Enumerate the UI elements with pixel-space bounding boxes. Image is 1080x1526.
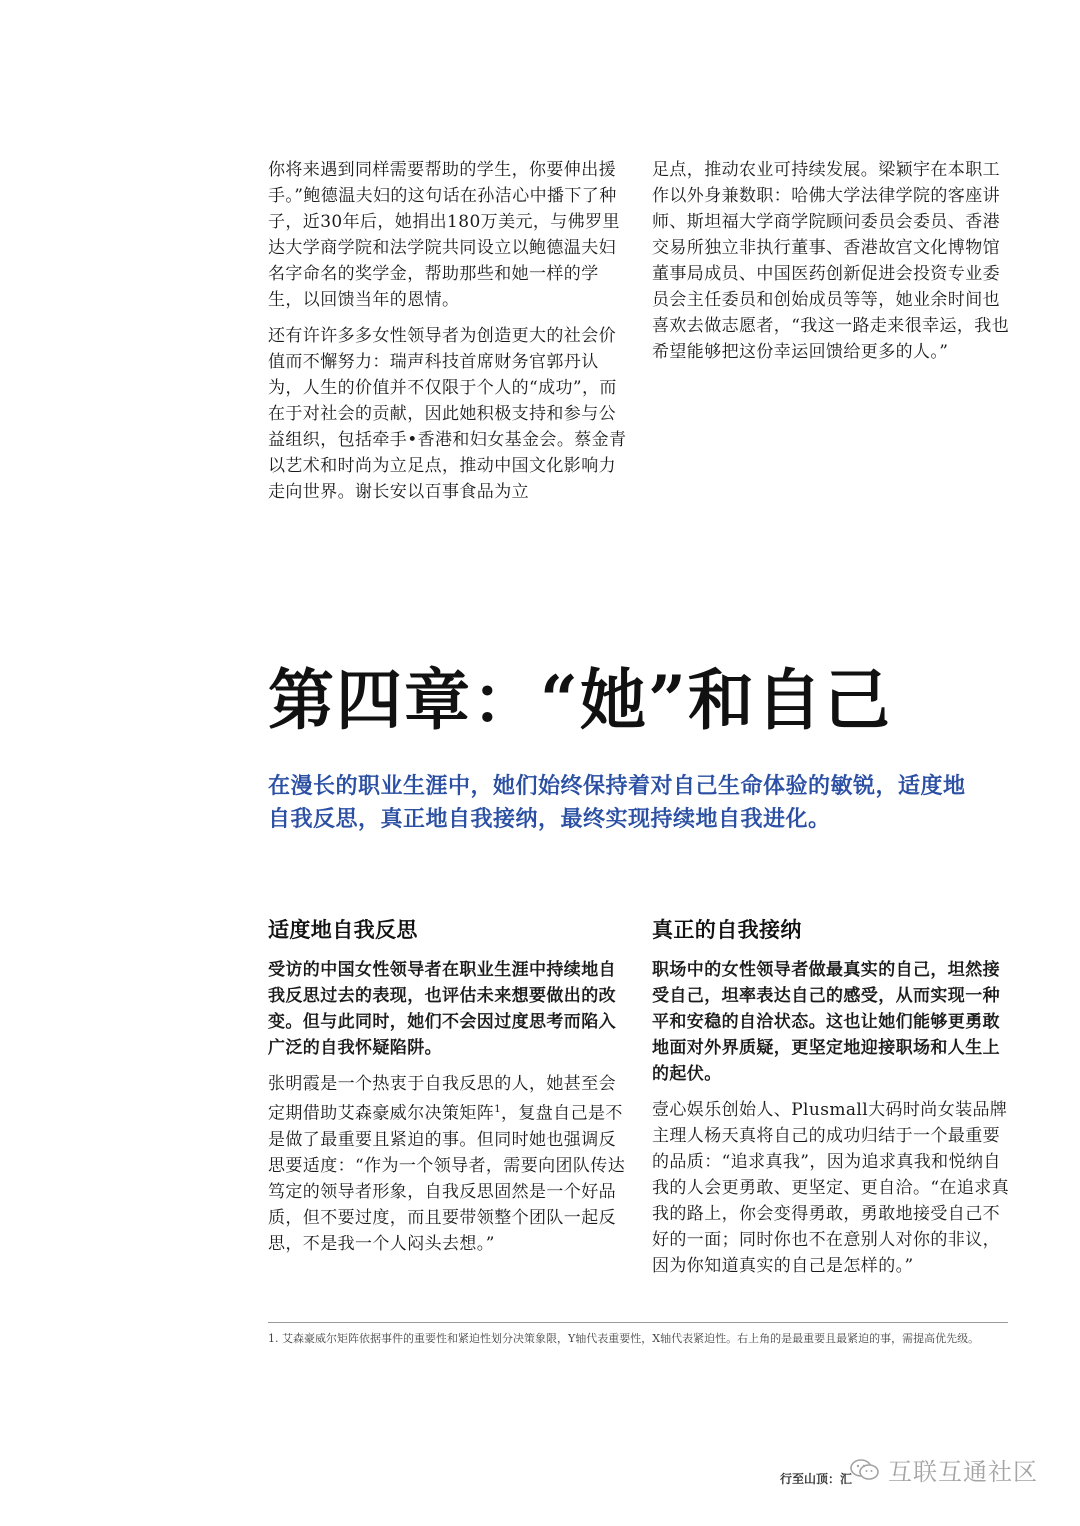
top-right-column xyxy=(652,157,1012,375)
section-body: 壹心娱乐创始人、Plusmall大码时尚女装品牌主理人杨天真将自己的成功归结于一个最重要的品质：“追求真我”，因为追求真我和悦纳自我的人会更勇敢、更坚定、更自洽。“在追求真我的路上，你会变得勇敢，勇敢地接受自己不好的一面；同时你也不在意别人对你的非议，因为你知道真实的自己是怎样的。” xyxy=(652,1100,1010,1276)
paragraph: 你将来遇到同样需要帮助的学生，你要伸出援手。”鲍德温夫妇的这句话在孙洁心中播下了种子，近30年后，她捐出180万美元，与佛罗里达大学商学院和法学院共同设立以鲍德温夫妇名字命名的奖学金，帮助那些和她一样的学生，以回馈当年的恩情。 xyxy=(268,160,620,310)
chapter-title: 第四章：“她”和自己 xyxy=(268,661,892,739)
section-body xyxy=(268,1071,628,1257)
paragraph: 足点，推动农业可持续发展。梁颖宇在本职工作以外身兼数职：哈佛大学法律学院的客座讲师、斯坦福大学商学院顾问委员会委员、香港交易所独立非执行董事、香港故宫文化博物馆董事局成员、中国医药创新促进会投资专业委员会主任委员和创始成员等等，她业余时间也喜欢去做志愿者，“我这一路走来很幸运，我也希望能够把这份幸运回馈给更多的人。” xyxy=(652,160,1010,362)
body-text: ，复盘自己是不是做了最重要且紧迫的事。但同时她也强调反思要适度：“作为一个领导者，需要向团队传达笃定的领导者形象，自我反思固然是一个好品质，但不要过度，而且要带领整个团队一起反思，不是我一个人闷头去想。” xyxy=(268,1103,626,1254)
footnote-divider xyxy=(268,1322,1008,1323)
page-footer: 行至山顶：汇 xyxy=(780,1472,853,1486)
section-self-acceptance xyxy=(652,915,1012,1289)
paragraph: 还有许许多多女性领导者为创造更大的社会价值而不懈努力：瑞声科技首席财务官郭丹认为，人生的价值并不仅限于个人的“成功”，而在于对社会的贡献，因此她积极支持和参与公益组织，包括牵手•香港和妇女基金会。蔡金青以艺术和时尚为立足点，推动中国文化影响力走向世界。谢长安以百事食品为立 xyxy=(268,326,627,502)
section-lead: 职场中的女性领导者做最真实的自己，坦然接受自己，坦率表达自己的感受，从而实现一种平和安稳的自洽状态。这也让她们能够更勇敢地面对外界质疑，更坚定地迎接职场和人生上的起伏。 xyxy=(652,960,1000,1084)
section-heading: 真正的自我接纳 xyxy=(652,917,802,942)
top-left-column xyxy=(268,157,628,515)
section-self-reflection xyxy=(268,915,628,1267)
footnote-text: 艾森豪威尔矩阵依据事件的重要性和紧迫性划分决策象限，Y轴代表重要性，X轴代表紧迫性。右上角的是最重要且最紧迫的事，需提高优先级。 xyxy=(282,1332,980,1345)
footnote xyxy=(268,1330,1008,1347)
section-heading: 适度地自我反思 xyxy=(268,917,418,942)
chapter-intro: 在漫长的职业生涯中，她们始终保持着对自己生命体验的敏锐，适度地自我反思，真正地自我接纳，最终实现持续地自我进化。 xyxy=(268,773,966,832)
footnote-ref[interactable]: 1 xyxy=(494,1104,501,1115)
wechat-icon xyxy=(850,1459,880,1481)
section-lead: 受访的中国女性领导者在职业生涯中持续地自我反思过去的表现，也评估未来想要做出的改变。但与此同时，她们不会因过度思考而陷入广泛的自我怀疑陷阱。 xyxy=(268,960,616,1058)
watermark-text: 互联互通社区 xyxy=(888,1458,1038,1486)
footnote-number: 1. xyxy=(268,1332,279,1345)
watermark xyxy=(850,1452,1038,1487)
body-text: 张明霞是一个热衷于自我反思的人，她甚至会定期借助艾森豪威尔决策矩阵 xyxy=(268,1074,616,1124)
